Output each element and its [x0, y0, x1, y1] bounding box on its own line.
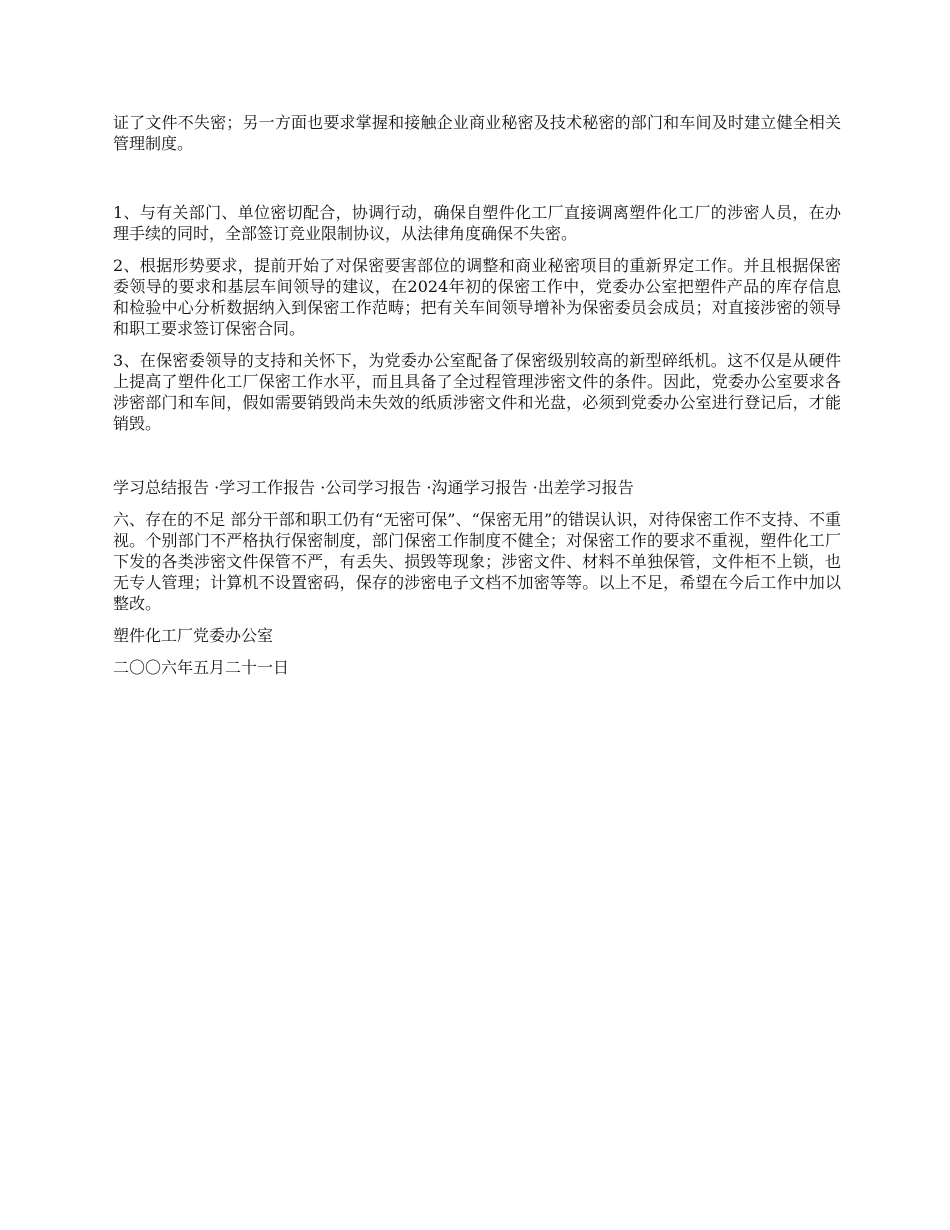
spacer — [113, 165, 841, 202]
related-links: 学习总结报告 ·学习工作报告 ·公司学习报告 ·沟通学习报告 ·出差学习报告 — [113, 478, 634, 497]
signature-organization: 塑件化工厂党委办公室 — [113, 626, 274, 645]
paragraph-intro: 证了文件不失密；另一方面也要求掌握和接触企业商业秘密及技术秘密的部门和车间及时建立健全相关管理制度。 — [113, 113, 841, 153]
list-item-1: 1、与有关部门、单位密切配合，协调行动，确保自塑件化工厂直接调离塑件化工厂的涉密人员，在办理手续的同时，全部签订竞业限制协议，从法律角度确保不失密。 — [113, 203, 841, 243]
list-item-2: 2、根据形势要求，提前开始了对保密要害部位的调整和商业秘密项目的重新界定工作。并且根据保密委领导的要求和基层车间领导的建议，在2024年初的保密工作中，党委办公室把塑件产品的库存信息和检验中心分析数据纳入到保密工作范畴；把有关车间领导增补为保密委员会成员；对直接涉密的领导和职工要求签订保密合同。 — [113, 256, 841, 338]
spacer — [113, 445, 841, 477]
section-shortcomings: 六、存在的不足 部分干部和职工仍有“无密可保”、“保密无用”的错误认识，对待保密工作不支持、不重视。个别部门不严格执行保密制度，部门保密工作制度不健全；对保密工作的要求不重视，塑件化工厂下发的各类涉密文件保管不严，有丢失、损毁等现象；涉密文件、材料不单独保管，文件柜不上锁，也无专人管理；计算机不设置密码，保存的涉密电子文档不加密等等。以上不足，希望在今后工作中加以整改。 — [113, 510, 841, 613]
signature-date: 二〇〇六年五月二十一日 — [113, 658, 290, 677]
list-item-3: 3、在保密委领导的支持和关怀下，为党委办公室配备了保密级别较高的新型碎纸机。这不仅是从硬件上提高了塑件化工厂保密工作水平，而且具备了全过程管理涉密文件的条件。因此，党委办公室要求各涉密部门和车间，假如需要销毁尚未失效的纸质涉密文件和光盘，必须到党委办公室进行登记后，才能销毁。 — [113, 351, 841, 433]
document-body — [113, 112, 841, 689]
